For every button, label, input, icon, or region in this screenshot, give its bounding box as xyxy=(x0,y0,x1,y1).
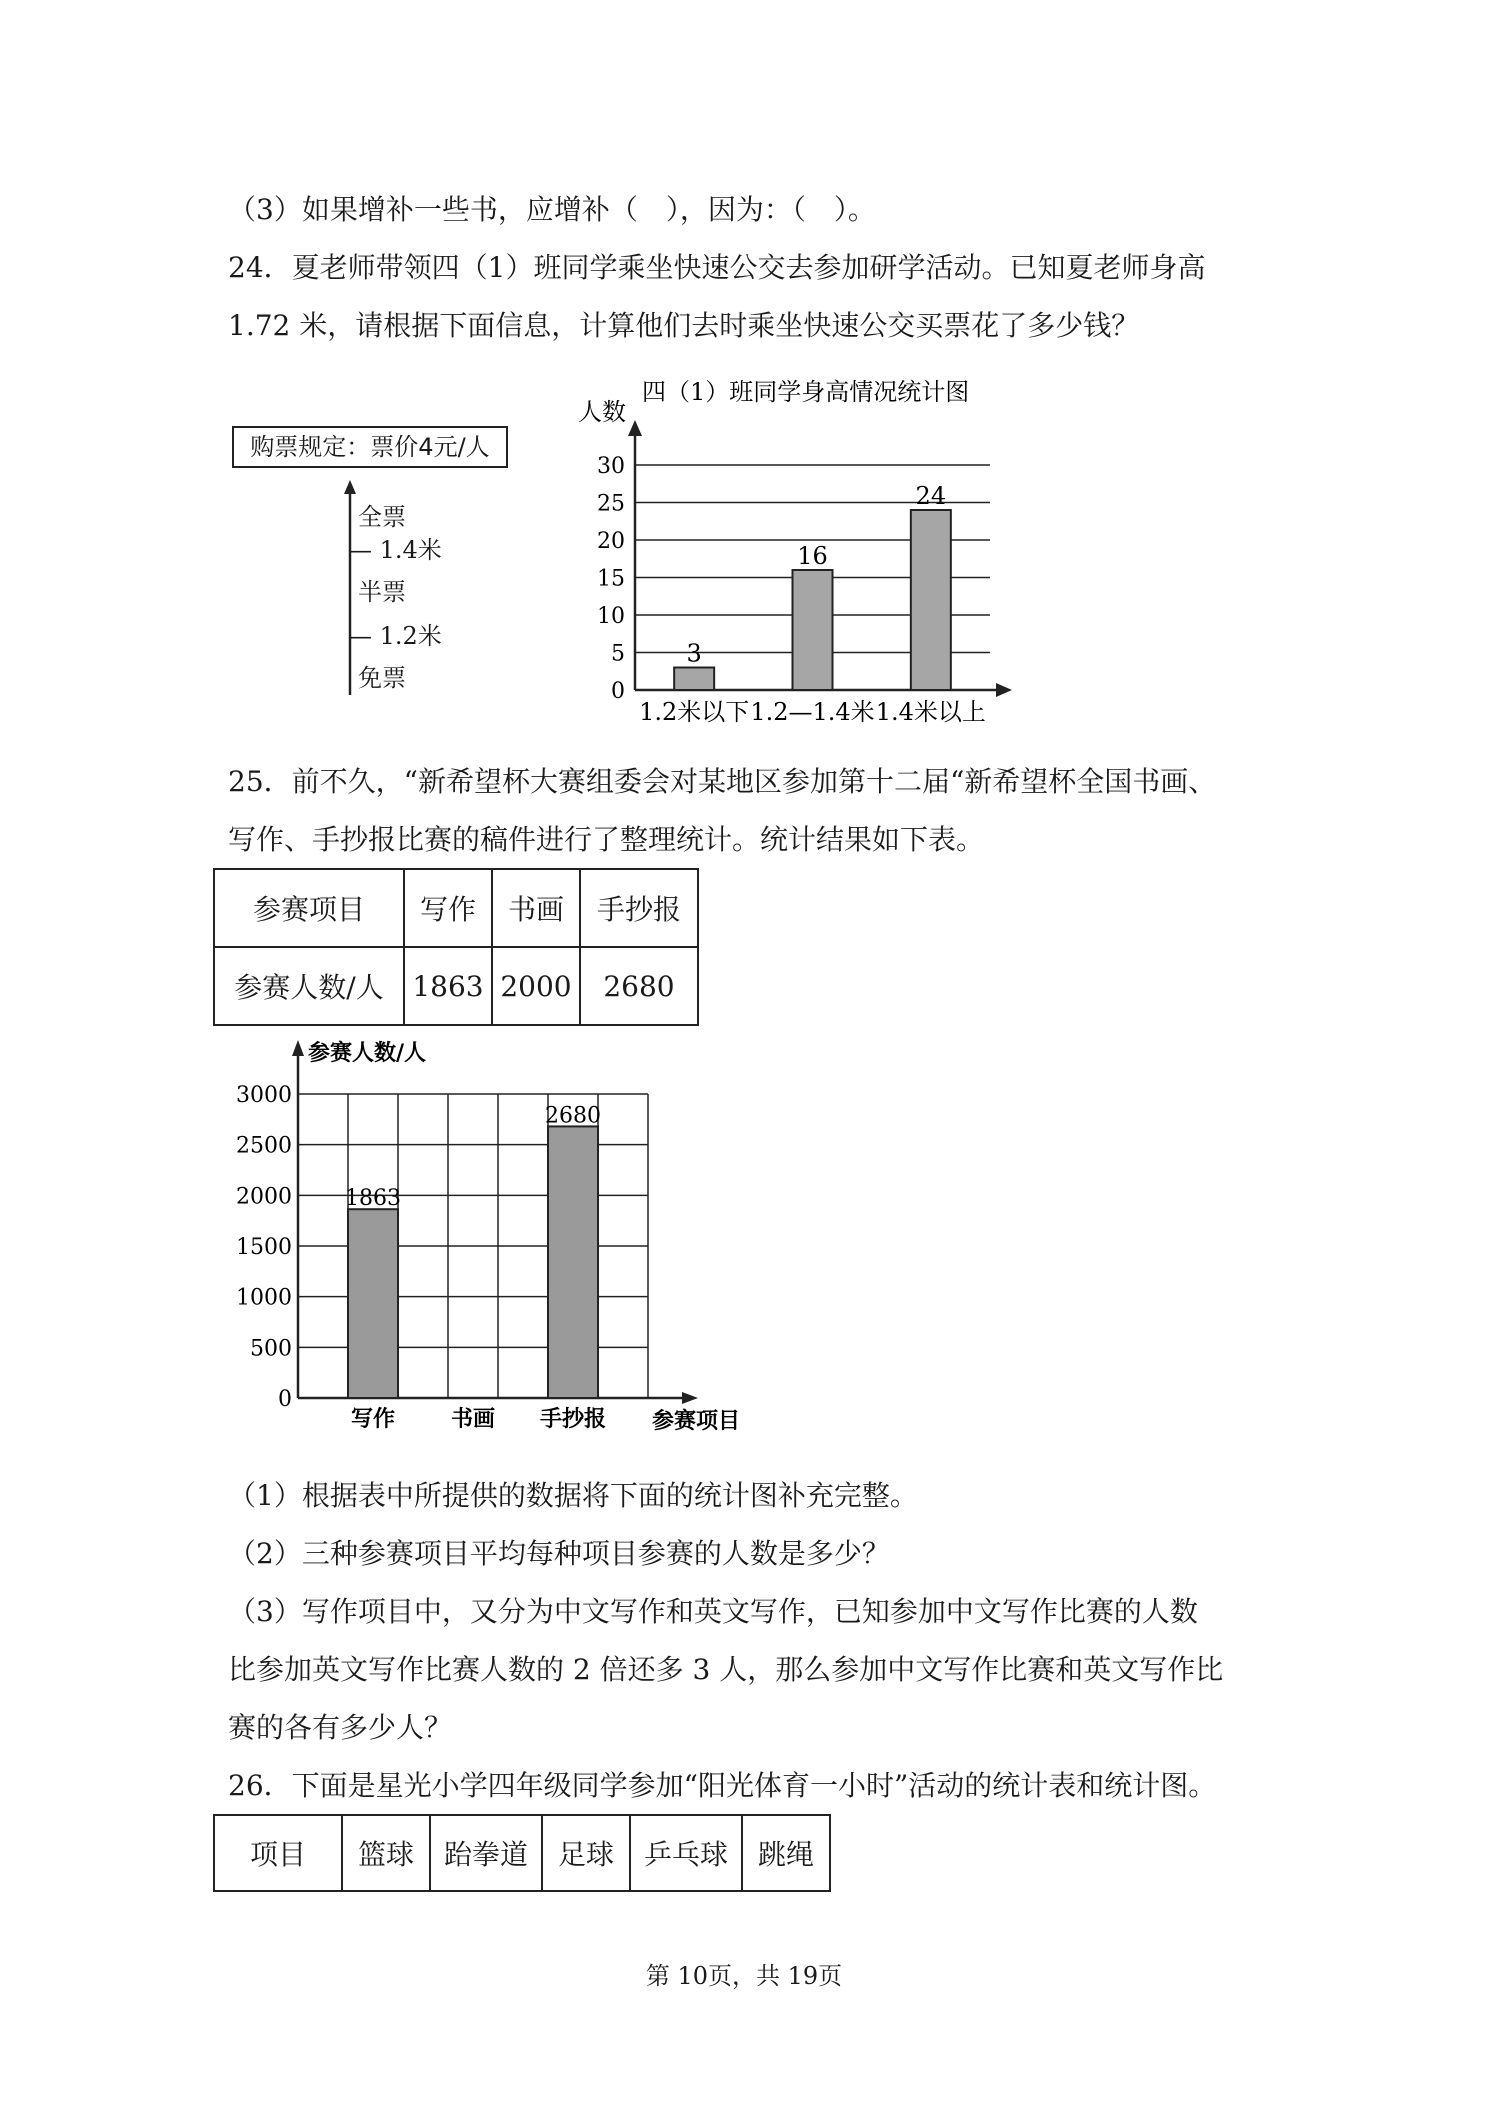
x-tick-label: 1.2—1.4米 xyxy=(750,698,875,726)
x-tick-label: 1.2米以下 xyxy=(639,698,750,726)
x-tick-label: 书画 xyxy=(450,1406,496,1432)
table-row xyxy=(214,869,698,947)
table-cell: 1863 xyxy=(404,947,492,1025)
bar-value-label: 24 xyxy=(915,482,947,510)
scale-mark-1-4m: — 1.4米 xyxy=(348,536,442,564)
y-tick-label: 10 xyxy=(597,604,625,629)
scale-free-ticket: 免票 xyxy=(358,664,406,692)
x-tick-label: 写作 xyxy=(350,1406,396,1432)
scale-full-ticket: 全票 xyxy=(358,503,406,531)
bar xyxy=(348,1209,398,1398)
table-row xyxy=(214,1815,830,1891)
q25-sub2: （2）三种参赛项目平均每种项目参赛的人数是多少？ xyxy=(228,1537,890,1570)
table-cell: 项目 xyxy=(214,1815,342,1891)
table-cell: 2680 xyxy=(580,947,698,1025)
y-axis-arrow-icon xyxy=(292,1040,304,1056)
bar xyxy=(793,570,833,690)
bar-value-label: 1863 xyxy=(345,1186,401,1212)
table-cell: 参赛人数/人 xyxy=(214,947,404,1025)
bar xyxy=(911,510,951,690)
y-tick-label: 15 xyxy=(597,566,625,592)
x-axis-arrow-icon xyxy=(996,683,1012,697)
y-axis-arrow-icon xyxy=(628,420,642,436)
table-cell: 跳绳 xyxy=(742,1815,830,1891)
table-cell: 参赛项目 xyxy=(214,869,404,947)
bar-value-label: 3 xyxy=(686,639,702,668)
y-tick-label: 3000 xyxy=(236,1083,292,1108)
bar-value-label: 16 xyxy=(797,542,828,570)
y-axis-label: 参赛人数/人 xyxy=(308,1040,427,1066)
table-cell: 写作 xyxy=(404,869,492,947)
q25-line1: 25．前不久，“新希望杯大赛组委会对某地区参加第十二届“新希望杯全国书画、 xyxy=(228,765,1217,798)
table-cell: 书画 xyxy=(492,869,580,947)
y-tick-label: 20 xyxy=(597,529,625,554)
y-tick-label: 1500 xyxy=(236,1235,292,1260)
q25-line2: 写作、手抄报比赛的稿件进行了整理统计。统计结果如下表。 xyxy=(228,823,985,856)
bar xyxy=(674,668,714,691)
activity-table xyxy=(213,1814,831,1892)
y-tick-label: 2500 xyxy=(236,1133,292,1159)
x-tick-label: 手抄报 xyxy=(539,1406,607,1432)
y-axis-label: 人数 xyxy=(578,398,626,426)
q25-sub1: （1）根据表中所提供的数据将下面的统计图补充完整。 xyxy=(228,1479,918,1512)
x-tick-label: 1.4米以上 xyxy=(875,698,986,726)
table-cell: 乒乓球 xyxy=(630,1815,742,1891)
ticket-rule-box: 购票规定：票价4元/人 xyxy=(232,426,508,468)
table-cell: 篮球 xyxy=(342,1815,430,1891)
x-axis-label: 参赛项目 xyxy=(652,1408,741,1434)
y-tick-label: 500 xyxy=(250,1336,292,1362)
y-tick-label: 2000 xyxy=(236,1184,292,1210)
entries-bar-chart xyxy=(220,1030,780,1450)
q25-sub3-line1: （3）写作项目中，又分为中文写作和英文写作，已知参加中文写作比赛的人数 xyxy=(228,1595,1198,1628)
y-tick-label: 0 xyxy=(611,679,625,704)
scale-half-ticket: 半票 xyxy=(358,578,406,606)
x-axis-arrow-icon xyxy=(682,1392,698,1404)
page-footer: 第 10页，共 19页 xyxy=(645,1962,843,1990)
q25-sub3-line2: 比参加英文写作比赛人数的 2 倍还多 3 人，那么参加中文写作比赛和英文写作比 xyxy=(228,1653,1224,1686)
table-cell: 2000 xyxy=(492,947,580,1025)
scale-arrow-icon xyxy=(344,480,356,494)
y-tick-label: 0 xyxy=(278,1387,292,1412)
bar-value-label: 2680 xyxy=(545,1103,601,1129)
height-bar-chart xyxy=(560,370,1040,740)
bar xyxy=(548,1126,598,1398)
y-tick-label: 5 xyxy=(611,641,625,667)
table-row xyxy=(214,947,698,1025)
q26-line1: 26．下面是星光小学四年级同学参加“阳光体育一小时”活动的统计表和统计图。 xyxy=(228,1769,1217,1802)
table-cell: 手抄报 xyxy=(580,869,698,947)
q25-sub3-line3: 赛的各有多少人？ xyxy=(228,1711,453,1744)
y-tick-label: 25 xyxy=(597,491,625,517)
y-tick-label: 30 xyxy=(597,454,625,479)
scale-mark-1-2m: — 1.2米 xyxy=(348,622,442,650)
table-cell: 跆拳道 xyxy=(430,1815,542,1891)
q23-part3: （3）如果增补一些书，应增补（ ），因为：（ ）。 xyxy=(228,193,876,226)
q24-line1: 24．夏老师带领四（1）班同学乘坐快速公交去参加研学活动。已知夏老师身高 xyxy=(228,251,1206,284)
q24-line2: 1.72 米，请根据下面信息，计算他们去时乘坐快速公交买票花了多少钱？ xyxy=(228,309,1140,342)
table-cell: 足球 xyxy=(542,1815,630,1891)
entries-table xyxy=(213,868,699,1026)
y-tick-label: 1000 xyxy=(236,1285,292,1311)
chart-title: 四（1）班同学身高情况统计图 xyxy=(642,378,970,406)
